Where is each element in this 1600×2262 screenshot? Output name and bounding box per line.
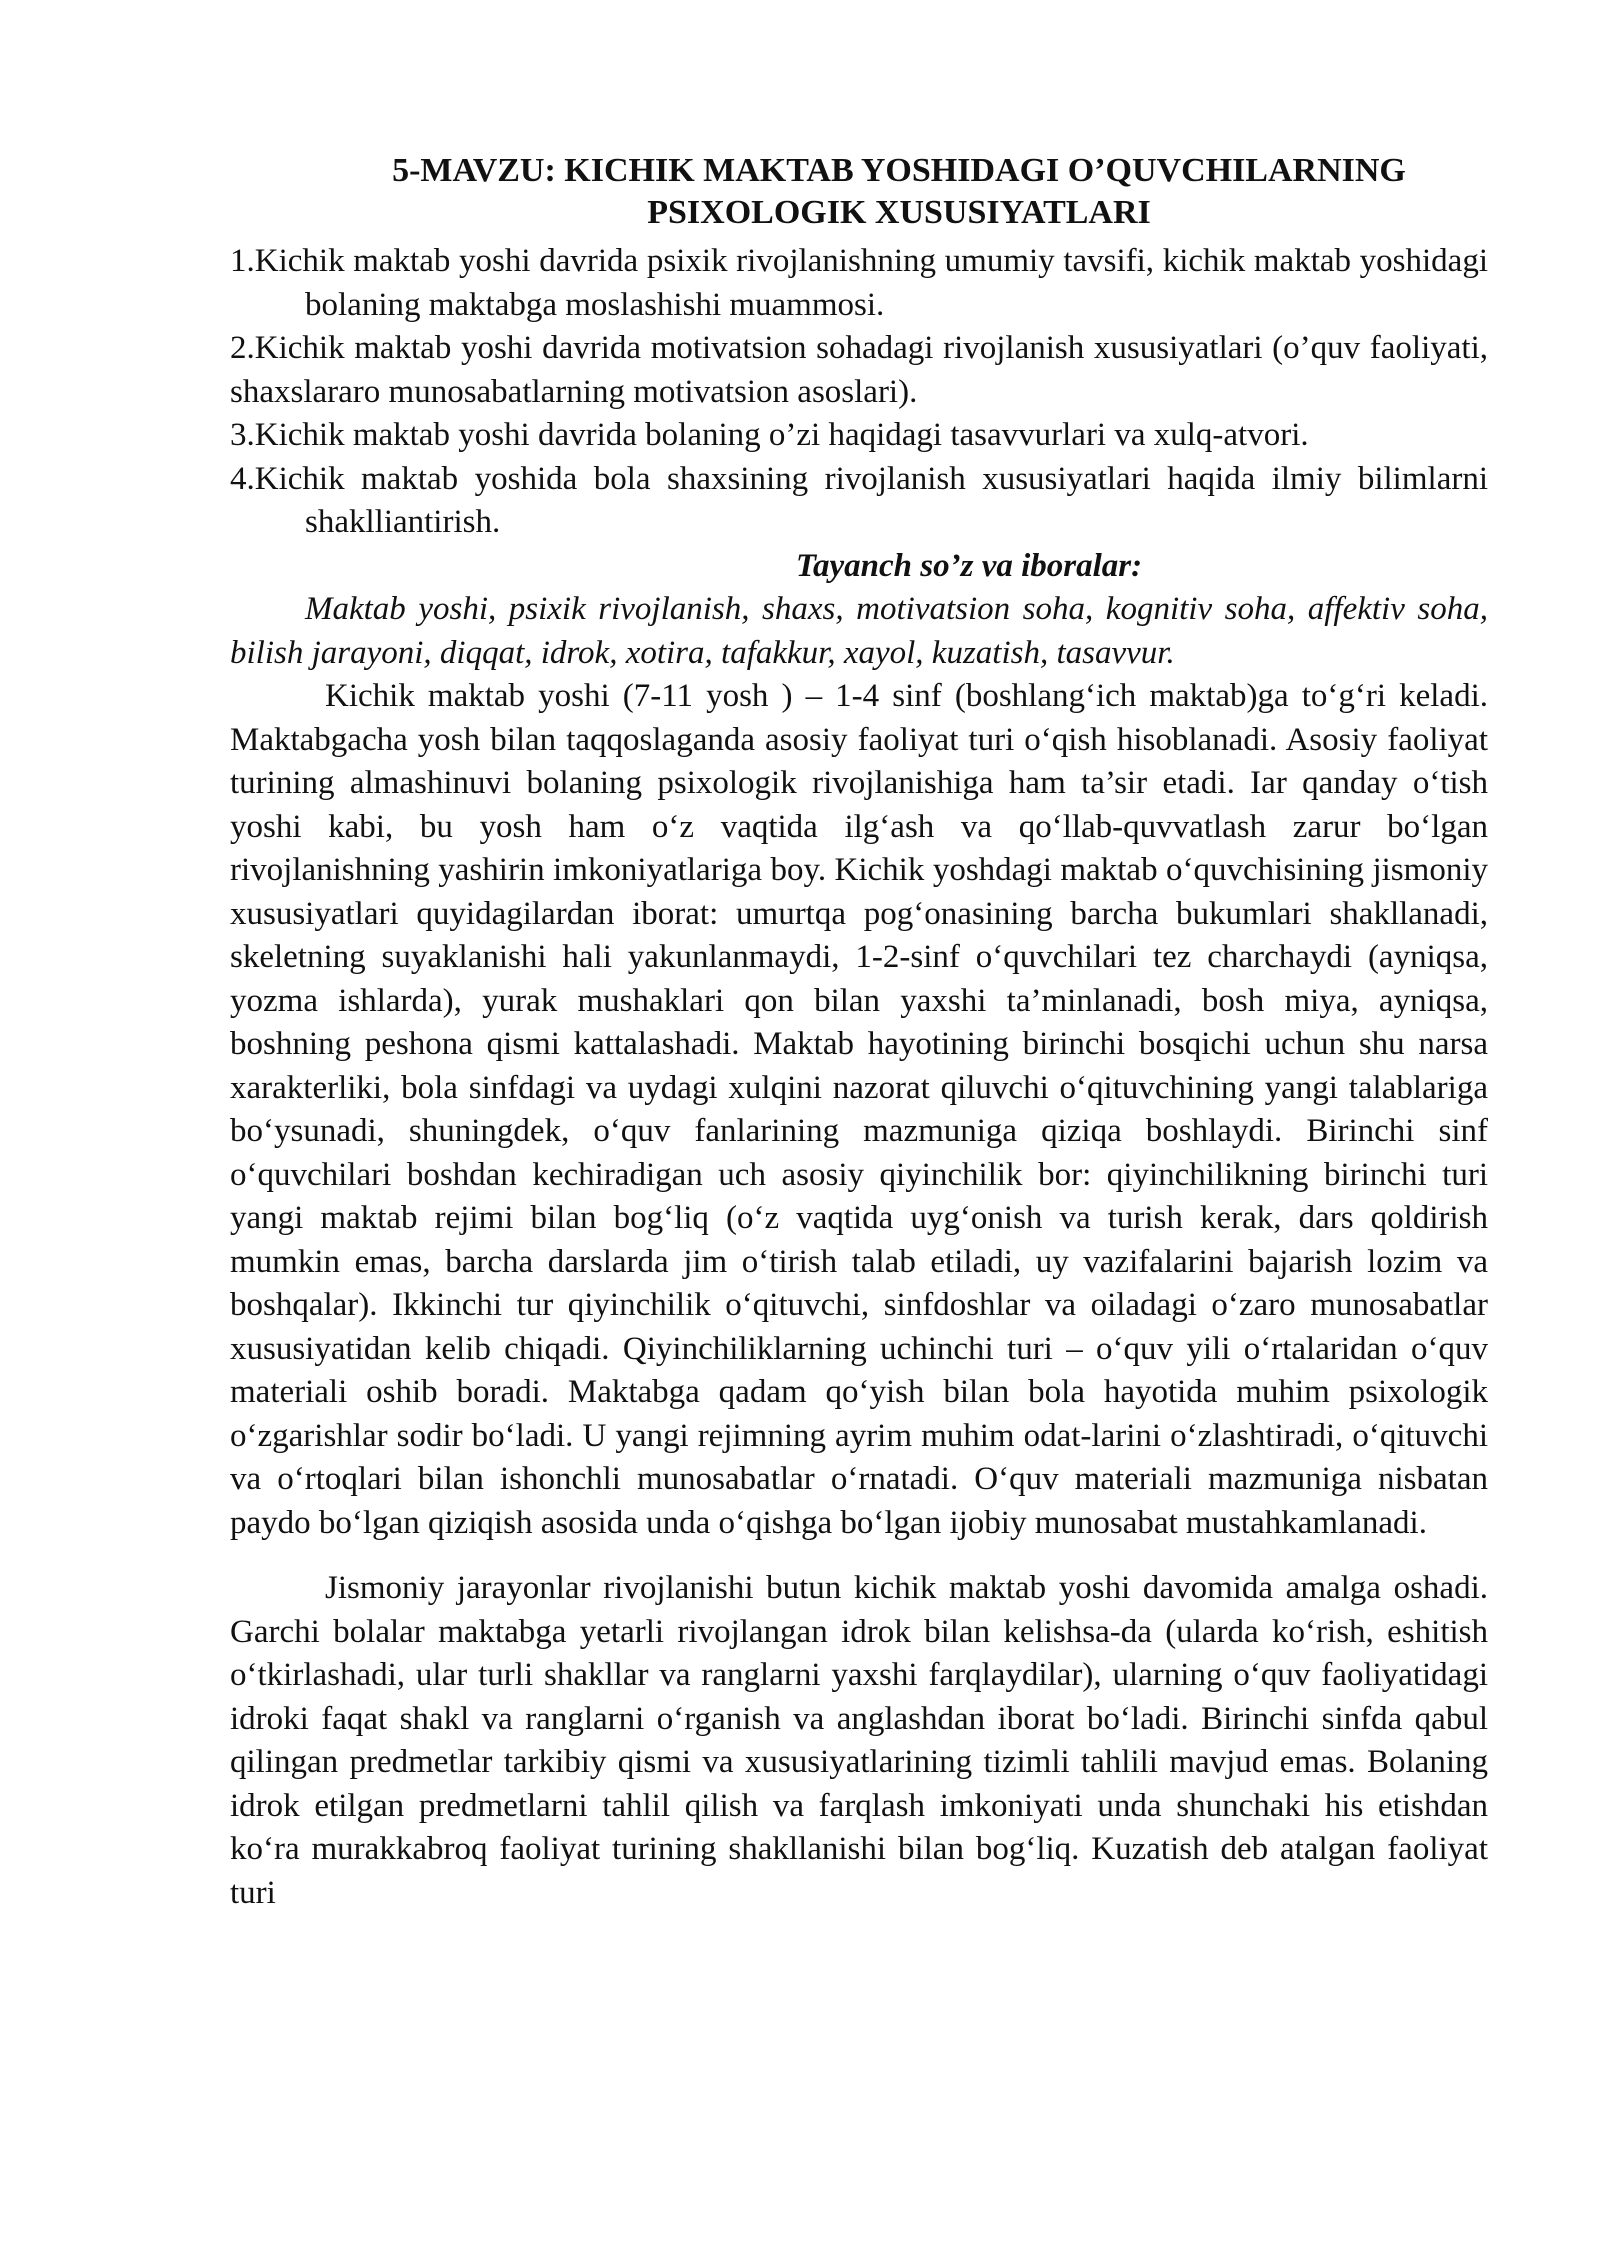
body-paragraph-1: Kichik maktab yoshi (7-11 yosh ) – 1-4 sinf (boshlang‘ich maktab)ga to‘g‘ri keladi. Maktabgacha yosh bilan taqqoslaganda asosiy faoliyat turi o‘qish hisoblanadi. Asosiy faoliyat turining almashinuvi bolaning psixologik rivojlanishiga ham ta’sir etadi. Iar qanday o‘tish yoshi kabi, bu yosh ham o‘z vaqtida ilg‘ash va qo‘llab-quvvatlash zarur bo‘lgan rivojlanishning yashirin imkoniyatlariga boy. Kichik yoshdagi maktab o‘quvchisining jismoniy xususiyatlari quyidagilardan iborat: umurtqa pog‘onasining barcha bukumlari shakllanadi, skeletning suyaklanishi hali yakunlanmaydi, 1-2-sinf o‘quvchilari tez charchaydi (ayniqsa, yozma ishlarda), yurak mushaklari qon bilan yaxshi ta’minlanadi, bosh miya, ayniqsa, boshning peshona qismi kattalashadi. Maktab hayotining birinchi bosqichi uchun shu narsa xarakterliki, bola sinfdagi va uydagi xulqini nazorat qiluvchi o‘qituvchining yangi talablariga bo‘ysunadi, shuningdek, o‘quv fanlarining mazmuniga qiziqa boshlaydi. Birinchi sinf o‘quvchilari boshdan kechiradigan uch asosiy qiyinchilik bor: qiyinchilikning birinchi turi yangi maktab rejimi bilan bog‘liq (o‘z vaqtida uyg‘onish va turish kerak, dars qoldirish mumkin emas, barcha darslarda jim o‘tirish talab etiladi, uy vazifalarini bajarish lozim va boshqalar). Ikkinchi tur qiyinchilik o‘qituvchi, sinfdoshlar va oiladagi o‘zaro munosabatlar xususiyatidan kelib chiqadi. Qiyinchiliklarning uchinchi turi – o‘quv yili o‘rtalaridan o‘quv materiali oshib boradi. Maktabga qadam qo‘yish bilan bola hayotida muhim psixologik o‘zgarishlar sodir bo‘ladi. U yangi rejimning ayrim muhim odat-larini o‘zlashtiradi, o‘qituvchi va o‘rtoqlari bilan ishonchli munosabatlar o‘rnatadi. O‘quv materiali mazmuniga nisbatan paydo bo‘lgan qiziqish asosida unda o‘qishga bo‘lgan ijobiy munosabat mustahkamlanadi. xyxy=(230,678,1488,1541)
title-line-2: PSIXOLOGIK XUSUSIYATLARI xyxy=(647,194,1151,231)
question-item-3: 3.Kichik maktab yoshi davrida bolaning o’zi haqidagi tasavvurlari va xulq-atvori. xyxy=(230,417,1309,453)
document-page xyxy=(230,150,1488,1915)
question-item-2: 2.Kichik maktab yoshi davrida motivatsion sohadagi rivojlanish xususiyatlari (o’quv faoliyati, shaxslararo munosabatlarning motivatsion asoslari). xyxy=(230,330,1488,410)
body-paragraph-2: Jismoniy jarayonlar rivojlanishi butun kichik maktab yoshi davomida amalga oshadi. Garchi bolalar maktabga yetarli rivojlangan idrok bilan kelishsa-da (ularda ko‘rish, eshitish o‘tkirlashadi, ular turli shakllar va ranglarni yaxshi farqlaydilar), ularning o‘quv faoliyatidagi idroki faqat shakl va ranglarni o‘rganish va anglashdan iborat bo‘ladi. Birinchi sinfda qabul qilingan predmetlar tarkibiy qismi va xususiyatlarining tizimli tahlili mavjud emas. Bolaning idrok etilgan predmetlarni tahlil qilish va farqlash imkoniyati unda shunchaki his etishdan ko‘ra murakkabroq faoliyat turining shakllanishi bilan bog‘liq. Kuzatish deb atalgan faoliyat turi xyxy=(230,1570,1488,1911)
question-item-1: 1.Kichik maktab yoshi davrida psixik rivojlanishning umumiy tavsifi, kichik maktab yoshidagi bolaning maktabga moslashishi muammosi. xyxy=(230,243,1488,323)
question-item-4: 4.Kichik maktab yoshida bola shaxsining rivojlanish xususiyatlari haqida ilmiy bilimlarni shaklliantirish. xyxy=(230,460,1488,540)
topic-questions xyxy=(230,240,1488,545)
page-title xyxy=(230,150,1488,234)
keywords-text: Maktab yoshi, psixik rivojlanish, shaxs, motivatsion soha, kognitiv soha, affektiv soha, bilish jarayoni, diqqat, idrok, xotira, tafakkur, xayol, kuzatish, tasavvur. xyxy=(230,591,1488,671)
title-line-1: 5-MAVZU: KICHIK MAKTAB YOSHIDAGI O’QUVCHILARNING xyxy=(392,152,1406,189)
keywords-heading: Tayanch so’z va iboralar: xyxy=(795,547,1143,584)
